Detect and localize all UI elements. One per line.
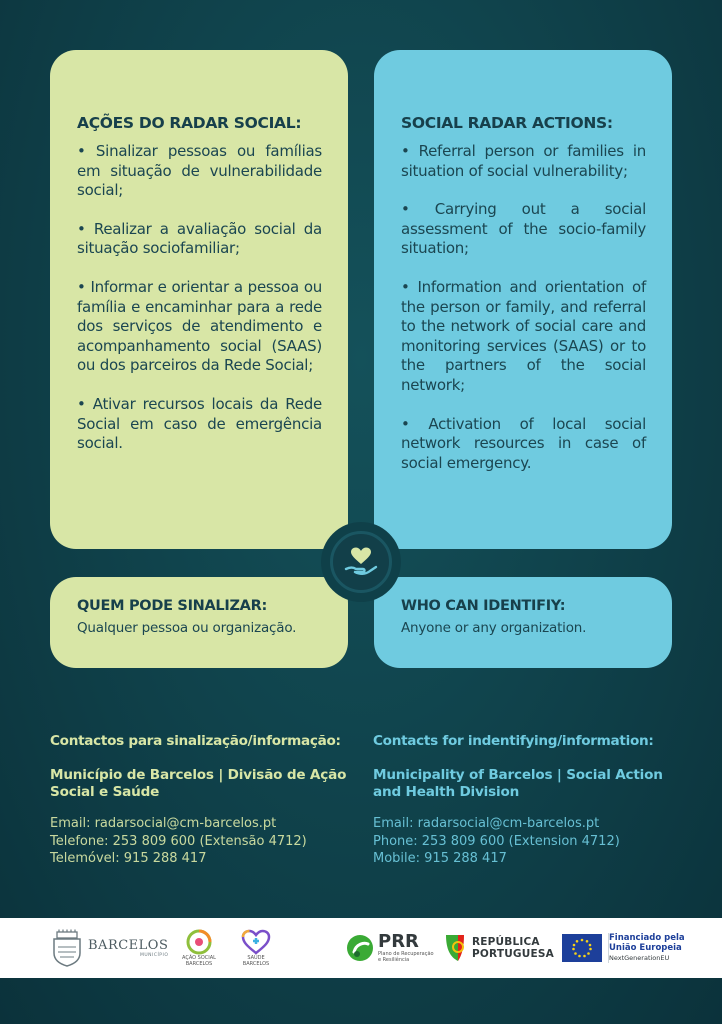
saude-label-1: SAÚDE: [247, 955, 265, 961]
list-item: • Activation of local social network resources in case of social emergency.: [401, 414, 646, 472]
barcelos-crest-icon: [50, 929, 84, 967]
pt-email: Email: radarsocial@cm-barcelos.pt: [50, 816, 277, 831]
republica-l2: PORTUGUESA: [472, 948, 554, 960]
acao-social-logo: [182, 918, 216, 978]
eu-l1: Financiado pela: [609, 933, 685, 943]
prr-sub-2: e Resiliência: [378, 957, 410, 963]
pt-who-title: QUEM PODE SINALIZAR:: [77, 598, 267, 614]
en-email: Email: radarsocial@cm-barcelos.pt: [373, 816, 600, 831]
barcelos-name: BARCELOS: [88, 938, 169, 953]
republica-portuguesa-logo: [444, 918, 554, 978]
saude-label-2: BARCELOS: [242, 961, 270, 967]
eu-l2: União Europeia: [609, 943, 682, 953]
footer-logos-bar: [0, 918, 722, 978]
eu-l3: NextGenerationEU: [609, 954, 670, 962]
barcelos-sub: MUNICÍPIO: [139, 953, 169, 958]
list-item: • Referral person or families in situation of social vulnerability;: [401, 142, 646, 180]
acao-social-label-1: AÇÃO SOCIAL: [182, 955, 216, 961]
saude-logo: [241, 918, 271, 978]
barcelos-logo: [50, 918, 168, 978]
en-who-title: WHO CAN IDENTIFIY:: [401, 598, 566, 614]
acao-social-icon: [184, 929, 214, 955]
en-contacts: [373, 733, 693, 868]
list-item: • Information and orientation of the person or family, and referral to the network of social care and monitoring services (SAAS) or to the partners of the social network;: [401, 277, 646, 394]
list-item: • Ativar recursos locais da Rede Social em caso de emergência social.: [77, 394, 322, 453]
en-phone: Phone: 253 809 600 (Extension 4712): [373, 833, 620, 849]
eu-flag-icon: [562, 934, 602, 962]
pt-who-card: [50, 577, 348, 668]
pt-who-text: Qualquer pessoa ou organização.: [77, 620, 297, 636]
en-who-card: [374, 577, 672, 668]
portugal-emblem-icon: [444, 933, 466, 963]
republica-l1: REPÚBLICA: [472, 936, 540, 948]
list-item: • Realizar a avaliação social da situação sociofamiliar;: [77, 219, 322, 258]
en-mobile: Mobile: 915 288 417: [373, 851, 507, 866]
en-actions-title: SOCIAL RADAR ACTIONS:: [401, 114, 613, 132]
en-actions-card: [374, 50, 672, 549]
en-who-text: Anyone or any organization.: [401, 620, 587, 636]
hand-heart-icon: [341, 542, 381, 582]
acao-social-label-2: BARCELOS: [185, 961, 213, 967]
saude-heart-icon: [241, 929, 271, 955]
prr-icon: [346, 934, 374, 962]
prr-name: PRR: [378, 931, 419, 952]
pt-actions-card: [50, 50, 348, 549]
en-actions-list: [401, 142, 646, 473]
pt-contacts: [50, 733, 370, 868]
en-contacts-heading: Contacts for indentifying/information:: [373, 733, 654, 749]
prr-logo: [346, 918, 434, 978]
pt-org: Município de Barcelos | Divisão de Ação Social e Saúde: [50, 767, 347, 800]
center-badge: [321, 522, 401, 602]
eu-funding-logo: [562, 918, 685, 978]
list-item: • Informar e orientar a pessoa ou família e encaminhar para a rede dos serviços de atendimento e acompanhamento social (SAAS) ou dos parceiros da Rede Social;: [77, 277, 322, 375]
list-item: • Carrying out a social assessment of the socio-family situation;: [401, 200, 646, 258]
pt-contacts-heading: Contactos para sinalização/informação:: [50, 733, 341, 749]
prr-sub-1: Plano de Recuperação: [378, 951, 434, 957]
pt-mobile: Telemóvel: 915 288 417: [50, 851, 207, 866]
pt-actions-title: AÇÕES DO RADAR SOCIAL:: [77, 114, 302, 132]
en-org: Municipality of Barcelos | Social Action and Health Division: [373, 767, 663, 800]
pt-actions-list: [77, 142, 322, 454]
pt-phone: Telefone: 253 809 600 (Extensão 4712): [50, 833, 307, 849]
list-item: • Sinalizar pessoas ou famílias em situação de vulnerabilidade social;: [77, 142, 322, 200]
